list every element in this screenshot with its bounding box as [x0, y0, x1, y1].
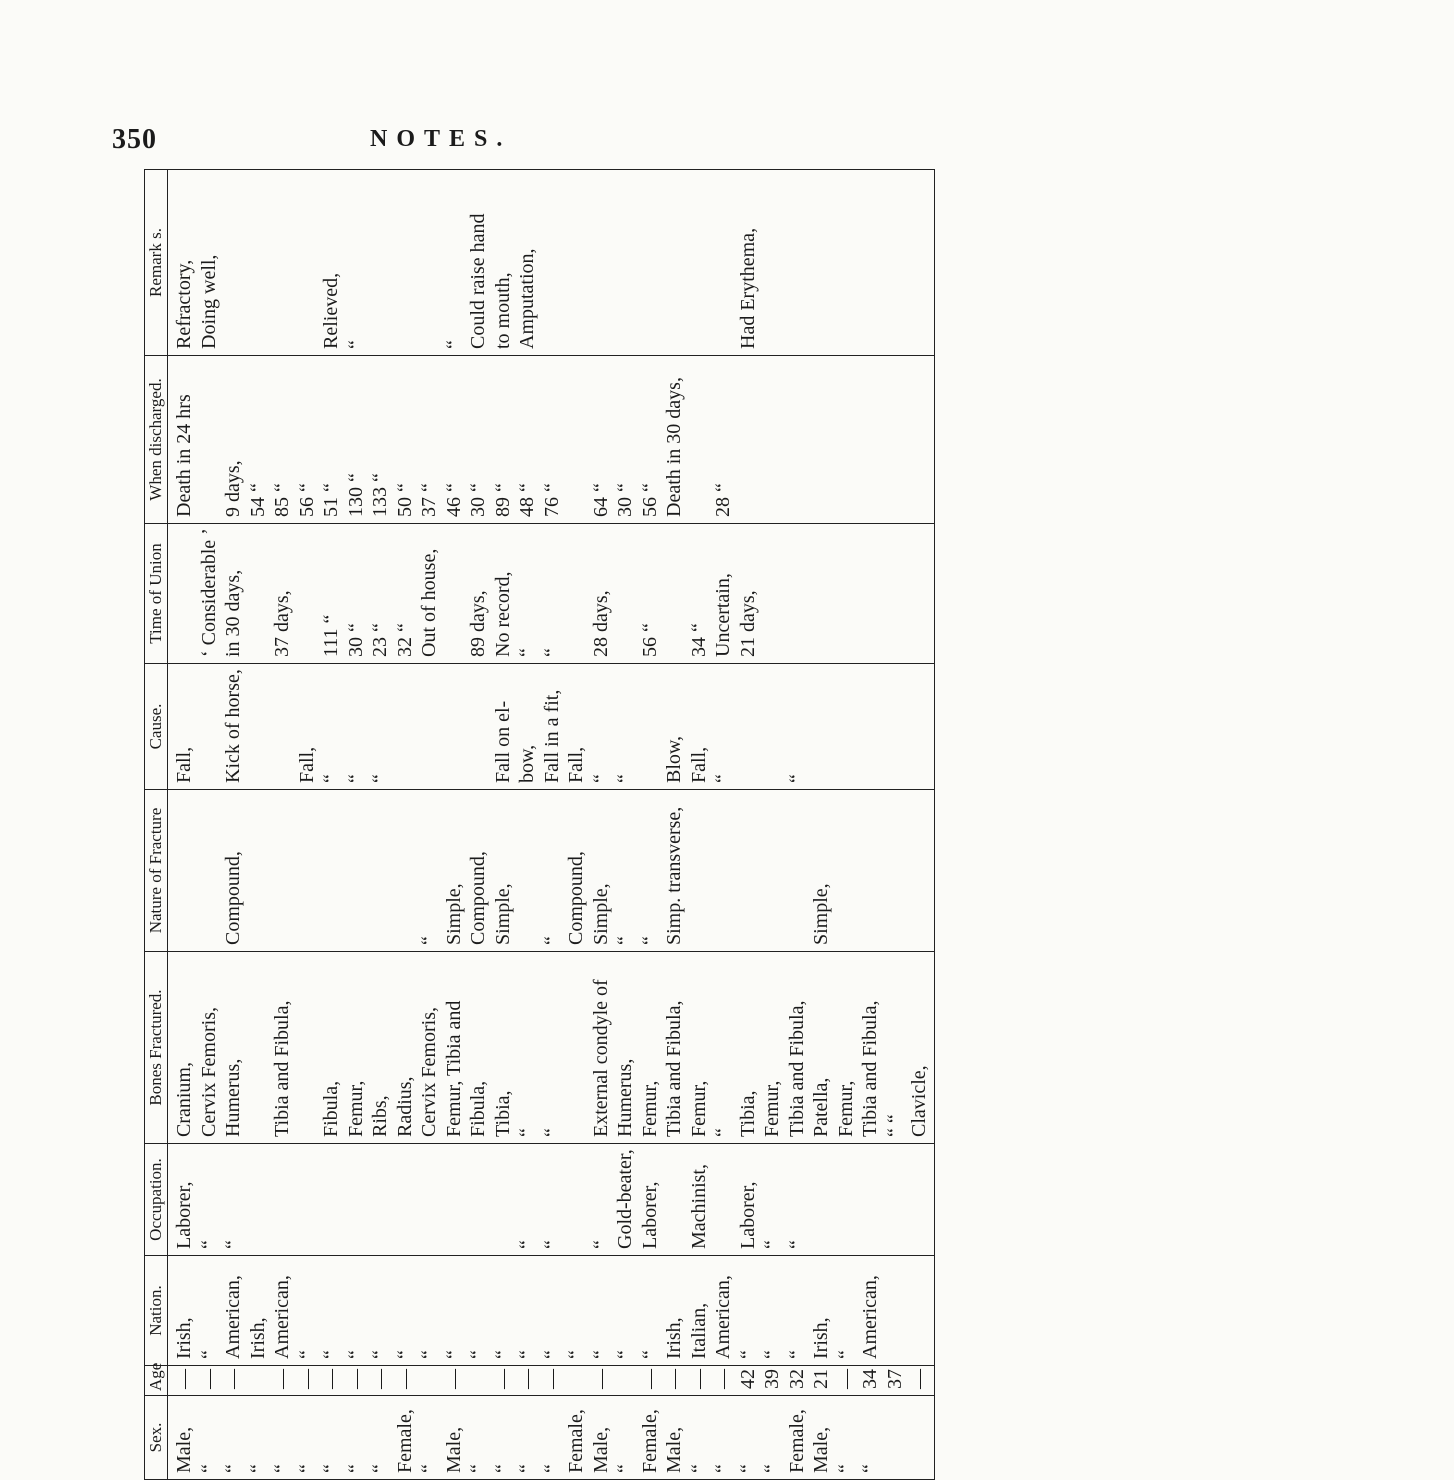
- occupation-entry: Laborer,: [736, 1181, 759, 1249]
- nation-entry: “: [565, 1350, 587, 1359]
- bones-entry: “: [712, 1128, 734, 1137]
- nature-entry: [787, 796, 812, 945]
- discharged-entry: 56 “: [295, 483, 318, 517]
- remarks-entry: [419, 176, 444, 349]
- bones-entry: Radius,: [393, 1076, 416, 1137]
- occupation-entry: [664, 1150, 689, 1249]
- age-entry: —: [834, 1369, 857, 1389]
- remarks-entry: “: [442, 340, 465, 349]
- nature-entry: “: [418, 936, 440, 945]
- sex-entry: “: [834, 1464, 857, 1473]
- header-when-discharged: When discharged.: [145, 356, 168, 524]
- age-entry: 39: [761, 1369, 783, 1389]
- occupation-entry: [346, 1150, 371, 1249]
- cause-entry: “: [712, 774, 734, 783]
- column-nature-of-fracture: [168, 790, 935, 952]
- age-entry: —: [516, 1369, 538, 1389]
- table-body-row: [168, 170, 935, 1480]
- time-entry: 56 “: [638, 623, 661, 657]
- nature-entry: [248, 796, 273, 945]
- time-entry: 89 days,: [467, 590, 489, 657]
- time-entry: [664, 530, 689, 657]
- nation-entry: “: [320, 1350, 342, 1359]
- discharged-entry: 37 “: [418, 483, 440, 517]
- time-entry: [615, 530, 640, 657]
- cause-entry: [272, 670, 297, 783]
- nature-entry: Simple,: [589, 883, 612, 945]
- cause-entry: [640, 670, 665, 783]
- cause-entry: “: [614, 774, 636, 783]
- discharged-entry: Death in 30 days,: [663, 377, 685, 517]
- age-entry: [419, 1372, 444, 1389]
- nature-entry: “: [638, 936, 661, 945]
- column-remarks: [168, 170, 935, 356]
- bones-entry: Femur, Tibia and: [442, 1000, 465, 1137]
- remarks-entry: Had Erythema,: [736, 227, 759, 349]
- bones-entry: Femur,: [638, 1080, 661, 1137]
- sex-entry: Male,: [663, 1426, 685, 1473]
- occupation-entry: [713, 1150, 738, 1249]
- sex-entry: “: [369, 1464, 391, 1473]
- sex-entry: Female,: [393, 1409, 416, 1473]
- bones-entry: Cervix Femoris,: [418, 1007, 440, 1137]
- time-entry: [248, 530, 273, 657]
- column-when-discharged: [168, 356, 935, 524]
- age-entry: —: [369, 1369, 391, 1389]
- column-age: [168, 1366, 935, 1396]
- occupation-entry: [370, 1150, 395, 1249]
- remarks-entry: Relieved,: [320, 272, 342, 349]
- column-occupation: [168, 1144, 935, 1256]
- cause-entry: “: [320, 774, 342, 783]
- bones-entry: Tibia,: [736, 1090, 759, 1137]
- age-entry: [468, 1372, 493, 1389]
- remarks-entry: [370, 176, 395, 349]
- remarks-entry: Amputation,: [516, 248, 538, 349]
- nature-entry: “: [540, 936, 563, 945]
- occupation-entry: [395, 1150, 420, 1249]
- age-entry: [248, 1372, 273, 1389]
- bones-entry: Cranium,: [173, 1062, 195, 1137]
- sex-entry: “: [516, 1464, 538, 1473]
- cause-entry: [199, 670, 224, 783]
- sex-entry: “: [859, 1464, 881, 1473]
- fracture-table-frame: [144, 170, 1454, 1473]
- sex-entry: “: [614, 1464, 636, 1473]
- discharged-entry: 51 “: [320, 483, 342, 517]
- occupation-entry: [493, 1150, 518, 1249]
- time-entry: ‘ Considerable ’: [197, 528, 220, 657]
- nature-entry: Simp. transverse,: [663, 806, 685, 945]
- nature-entry: [321, 796, 346, 945]
- bones-entry: “ “: [883, 1114, 906, 1137]
- cause-entry: “: [369, 774, 391, 783]
- occupation-entry: “: [197, 1240, 220, 1249]
- discharged-entry: 64 “: [589, 483, 612, 517]
- nation-entry: “: [614, 1350, 636, 1359]
- nature-entry: [517, 796, 542, 945]
- sex-entry: “: [418, 1464, 440, 1473]
- nature-entry: Simple,: [491, 883, 514, 945]
- time-entry: [444, 530, 469, 657]
- cause-entry: [444, 670, 469, 783]
- nation-entry: Italian,: [687, 1302, 710, 1359]
- occupation-entry: Laborer,: [638, 1181, 661, 1249]
- age-entry: 21: [810, 1369, 832, 1389]
- age-entry: —: [393, 1369, 416, 1389]
- time-entry: [297, 530, 322, 657]
- occupation-entry: Gold-beater,: [614, 1149, 636, 1249]
- sex-entry: Male,: [442, 1426, 465, 1473]
- occupation-entry: [419, 1150, 444, 1249]
- occupation-entry: [468, 1150, 493, 1249]
- sex-entry: “: [271, 1464, 293, 1473]
- cause-entry: “: [589, 774, 612, 783]
- discharged-entry: 76 “: [540, 483, 563, 517]
- time-entry: 21 days,: [736, 590, 759, 657]
- time-entry: Uncertain,: [712, 573, 734, 657]
- discharged-entry: 9 days,: [222, 460, 244, 517]
- nation-entry: “: [393, 1350, 416, 1359]
- bones-entry: Femur,: [761, 1080, 783, 1137]
- time-entry: 23 “: [369, 623, 391, 657]
- bones-entry: Tibia and Fibula,: [271, 1000, 293, 1137]
- nature-entry: Simple,: [810, 883, 832, 945]
- sex-entry: “: [687, 1464, 710, 1473]
- discharged-entry: Death in 24 hrs: [173, 394, 195, 517]
- age-entry: —: [442, 1369, 465, 1389]
- sex-entry: “: [295, 1464, 318, 1473]
- sex-entry: “: [491, 1464, 514, 1473]
- nation-entry: Irish,: [810, 1317, 832, 1359]
- nature-entry: [174, 796, 199, 945]
- time-entry: 111 “: [320, 614, 342, 657]
- time-entry: 34 “: [687, 623, 710, 657]
- header-age: Age: [145, 1366, 168, 1396]
- discharged-entry: 30 “: [467, 483, 489, 517]
- bones-entry: “: [516, 1128, 538, 1137]
- cause-entry: Fall on el-: [491, 700, 514, 783]
- age-entry: —: [589, 1369, 612, 1389]
- age-entry: —: [638, 1369, 661, 1389]
- discharged-entry: 50 “: [393, 483, 416, 517]
- nation-entry: American,: [271, 1275, 293, 1359]
- sex-entry: “: [222, 1464, 244, 1473]
- nation-entry: “: [516, 1350, 538, 1359]
- age-entry: —: [540, 1369, 563, 1389]
- nature-entry: [199, 796, 224, 945]
- time-entry: 32 “: [393, 623, 416, 657]
- nation-entry: “: [442, 1350, 465, 1359]
- nation-entry: Irish,: [246, 1317, 269, 1359]
- time-entry: [566, 530, 591, 657]
- nature-entry: [297, 796, 322, 945]
- age-entry: 42: [736, 1369, 759, 1389]
- occupation-entry: [272, 1150, 297, 1249]
- age-entry: —: [173, 1369, 195, 1389]
- sex-entry: “: [712, 1464, 734, 1473]
- fracture-cases-table: [144, 169, 935, 1480]
- discharged-entry: [566, 362, 591, 517]
- bones-entry: Humerus,: [222, 1058, 244, 1137]
- nature-entry: [738, 796, 763, 945]
- sex-entry: “: [736, 1464, 759, 1473]
- remarks-entry: Refractory,: [173, 259, 195, 349]
- bones-entry: Cervix Femoris,: [197, 1007, 220, 1137]
- sex-entry: Male,: [589, 1426, 612, 1473]
- time-entry: “: [516, 648, 538, 657]
- bones-entry: Humerus,: [614, 1058, 636, 1137]
- occupation-entry: [444, 1150, 469, 1249]
- age-entry: [615, 1372, 640, 1389]
- occupation-entry: [321, 1150, 346, 1249]
- bones-entry: Tibia,: [491, 1090, 514, 1137]
- bones-entry: [566, 958, 591, 1137]
- occupation-entry: “: [589, 1240, 612, 1249]
- header-bones-fractured: Bones Fractured.: [145, 952, 168, 1144]
- sex-entry: “: [344, 1464, 367, 1473]
- age-entry: —: [222, 1369, 244, 1389]
- cause-entry: Fall in a fit,: [540, 689, 563, 783]
- discharged-entry: [199, 362, 224, 517]
- nature-entry: “: [614, 936, 636, 945]
- nation-entry: “: [418, 1350, 440, 1359]
- sex-entry: Female,: [638, 1409, 661, 1473]
- sex-entry: “: [246, 1464, 269, 1473]
- nation-entry: Irish,: [663, 1317, 685, 1359]
- age-entry: —: [663, 1369, 685, 1389]
- sex-entry: Female,: [785, 1409, 808, 1473]
- age-entry: —: [320, 1369, 342, 1389]
- nation-entry: “: [295, 1350, 318, 1359]
- occupation-entry: [248, 1150, 273, 1249]
- nature-entry: [713, 796, 738, 945]
- age-entry: —: [344, 1369, 367, 1389]
- column-sex: [168, 1396, 935, 1480]
- cause-entry: [419, 670, 444, 783]
- remarks-entry: [223, 176, 248, 349]
- discharged-entry: 85 “: [271, 483, 293, 517]
- discharged-entry: 89 “: [491, 483, 514, 517]
- occupation-entry: “: [761, 1240, 783, 1249]
- remarks-entry: [297, 176, 322, 349]
- discharged-entry: [689, 362, 714, 517]
- remarks-entry: [689, 176, 714, 349]
- remarks-entry: Could raise hand: [467, 213, 489, 349]
- sex-entry: “: [761, 1464, 783, 1473]
- discharged-entry: 30 “: [614, 483, 636, 517]
- nature-entry: Simple,: [442, 883, 465, 945]
- time-entry: “: [540, 648, 563, 657]
- bones-entry: [297, 958, 322, 1137]
- nation-entry: “: [736, 1350, 759, 1359]
- remarks-entry: to mouth,: [491, 272, 514, 349]
- nation-entry: American,: [222, 1275, 244, 1359]
- age-entry: [566, 1372, 591, 1389]
- bones-entry: Fibula,: [320, 1080, 342, 1137]
- sex-entry: “: [320, 1464, 342, 1473]
- discharged-entry: 133 “: [369, 473, 391, 517]
- occupation-entry: Machinist,: [687, 1164, 710, 1249]
- sex-entry: “: [467, 1464, 489, 1473]
- bones-entry: Tibia and Fibula,: [859, 1000, 881, 1137]
- occupation-entry: [297, 1150, 322, 1249]
- cause-entry: Blow,: [663, 735, 685, 783]
- remarks-entry: [615, 176, 640, 349]
- discharged-entry: 54 “: [246, 483, 269, 517]
- bones-entry: Femur,: [834, 1080, 857, 1137]
- bones-entry: Tibia and Fibula,: [663, 1000, 685, 1137]
- cause-entry: “: [785, 774, 808, 783]
- remarks-entry: [395, 176, 420, 349]
- bones-entry: Ribs,: [369, 1095, 391, 1137]
- occupation-entry: “: [222, 1240, 244, 1249]
- column-bones-fractured: [168, 952, 935, 1144]
- discharged-entry: 130 “: [344, 473, 367, 517]
- cause-entry: Fall,: [173, 746, 195, 783]
- header-time-of-union: Time of Union: [145, 524, 168, 664]
- cause-entry: Fall,: [565, 746, 587, 783]
- time-entry: 30 “: [344, 623, 367, 657]
- time-entry: Out of house,: [418, 548, 440, 657]
- time-entry: in 30 days,: [222, 569, 244, 657]
- age-entry: —: [712, 1369, 734, 1389]
- remarks-entry: [248, 176, 273, 349]
- sex-entry: Male,: [810, 1426, 832, 1473]
- discharged-entry: 46 “: [442, 483, 465, 517]
- nature-entry: [272, 796, 297, 945]
- remarks-entry: [640, 176, 665, 349]
- cause-entry: [738, 670, 763, 783]
- remarks-entry: [591, 176, 616, 349]
- nation-entry: “: [589, 1350, 612, 1359]
- remarks-entry: [713, 176, 738, 349]
- table-header-row: [145, 170, 168, 1480]
- sex-entry: “: [197, 1464, 220, 1473]
- cause-entry: “: [344, 774, 367, 783]
- remarks-entry: “: [344, 340, 367, 349]
- nation-entry: American,: [712, 1275, 734, 1359]
- discharged-entry: 48 “: [516, 483, 538, 517]
- cause-entry: Fall,: [687, 746, 710, 783]
- sex-entry: “: [540, 1464, 563, 1473]
- bones-entry: Fibula,: [467, 1080, 489, 1137]
- cause-entry: [468, 670, 493, 783]
- cause-entry: bow,: [516, 744, 538, 783]
- header-nature-of-fracture: Nature of Fracture: [145, 790, 168, 952]
- nature-entry: [346, 796, 371, 945]
- nature-entry: [689, 796, 714, 945]
- cause-entry: Kick of horse,: [222, 669, 244, 783]
- nature-entry: Compound,: [467, 851, 489, 945]
- nation-entry: “: [761, 1350, 783, 1359]
- header-sex: Sex.: [145, 1396, 168, 1480]
- age-entry: —: [295, 1369, 318, 1389]
- remarks-entry: [272, 176, 297, 349]
- age-entry: —: [687, 1369, 710, 1389]
- remarks-entry: [542, 176, 567, 349]
- page-number: 350: [112, 124, 157, 155]
- time-entry: 37 days,: [271, 590, 293, 657]
- discharged-entry: 28 “: [712, 483, 734, 517]
- nation-entry: “: [540, 1350, 563, 1359]
- age-entry: —: [908, 1369, 930, 1389]
- nation-entry: “: [491, 1350, 514, 1359]
- bones-entry: External condyle of: [589, 979, 612, 1137]
- bones-entry: Femur,: [687, 1080, 710, 1137]
- discharged-entry: 56 “: [638, 483, 661, 517]
- occupation-entry: “: [785, 1240, 808, 1249]
- nation-entry: “: [197, 1350, 220, 1359]
- remarks-entry: [664, 176, 689, 349]
- sex-entry: Female,: [565, 1409, 587, 1473]
- header-nation: Nation.: [145, 1256, 168, 1366]
- bones-entry: Clavicle,: [908, 1065, 930, 1137]
- nation-entry: “: [344, 1350, 367, 1359]
- age-entry: 34: [859, 1369, 881, 1389]
- column-time-of-union: [168, 524, 935, 664]
- age-entry: —: [491, 1369, 514, 1389]
- age-entry: —: [197, 1369, 220, 1389]
- nature-entry: Compound,: [565, 851, 587, 945]
- occupation-entry: “: [516, 1240, 538, 1249]
- nation-entry: American,: [859, 1275, 881, 1359]
- occupation-entry: [566, 1150, 591, 1249]
- column-nation: [168, 1256, 935, 1366]
- column-cause: [168, 664, 935, 790]
- nation-entry: Irish,: [173, 1317, 195, 1359]
- nature-entry: Compound,: [222, 851, 244, 945]
- running-head: NOTES.: [370, 126, 512, 152]
- cause-entry: Fall,: [295, 746, 318, 783]
- bones-entry: Tibia and Fibula,: [785, 1000, 808, 1137]
- time-entry: No record,: [491, 571, 514, 657]
- header-occupation: Occupation.: [145, 1144, 168, 1256]
- occupation-entry: “: [540, 1240, 563, 1249]
- remarks-entry: Doing well,: [197, 254, 220, 349]
- rotated-table: [144, 170, 930, 1480]
- sex-entry: Male,: [173, 1426, 195, 1473]
- age-entry: 37: [883, 1369, 906, 1389]
- nature-entry: [370, 796, 395, 945]
- time-entry: [174, 530, 199, 657]
- time-entry: 28 days,: [589, 590, 612, 657]
- age-entry: 32: [785, 1369, 808, 1389]
- nation-entry: “: [834, 1350, 857, 1359]
- remarks-entry: [566, 176, 591, 349]
- nation-entry: “: [467, 1350, 489, 1359]
- bones-entry: [248, 958, 273, 1137]
- header-cause: Cause.: [145, 664, 168, 790]
- nature-entry: [395, 796, 420, 945]
- cause-entry: [395, 670, 420, 783]
- nature-entry: [762, 796, 787, 945]
- bones-entry: “: [540, 1128, 563, 1137]
- age-entry: —: [271, 1369, 293, 1389]
- bones-entry: Patella,: [810, 1077, 832, 1137]
- nation-entry: “: [638, 1350, 661, 1359]
- cause-entry: [248, 670, 273, 783]
- header-remarks: Remark s.: [145, 170, 168, 356]
- nation-entry: “: [785, 1350, 808, 1359]
- nation-entry: “: [369, 1350, 391, 1359]
- cause-entry: [762, 670, 787, 783]
- occupation-entry: Laborer,: [173, 1181, 195, 1249]
- bones-entry: Femur,: [344, 1080, 367, 1137]
